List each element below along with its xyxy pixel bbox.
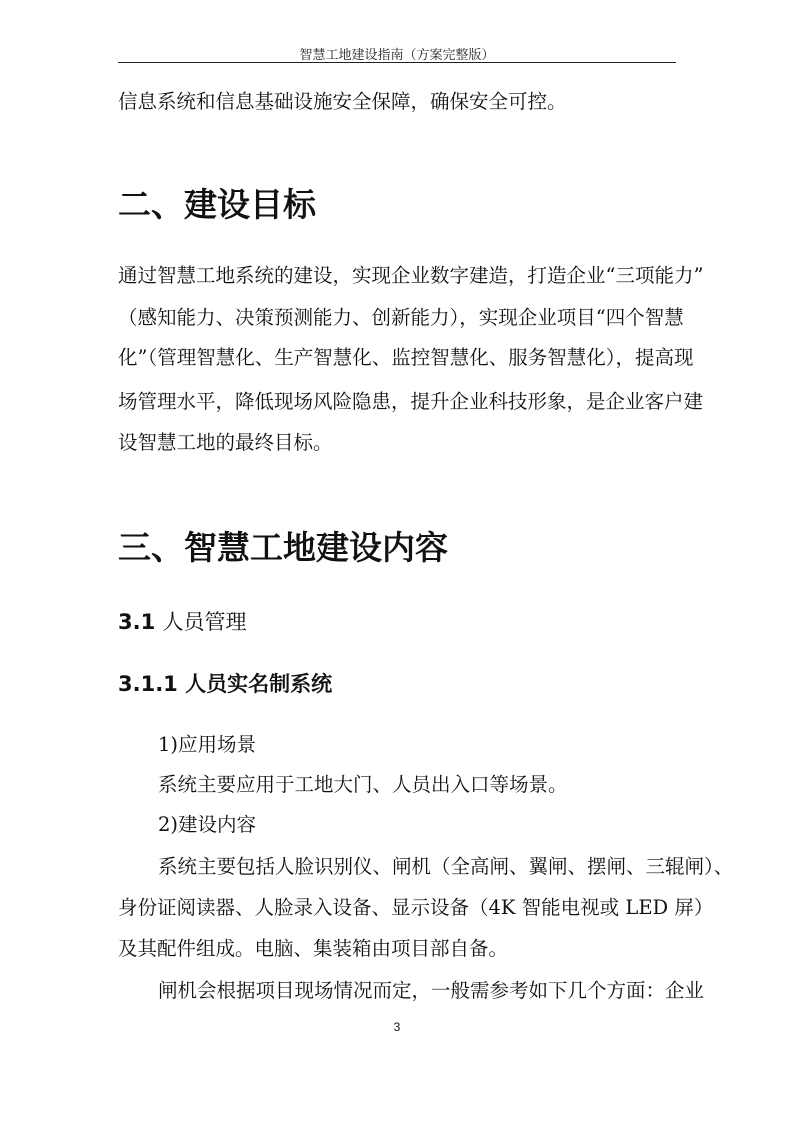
paragraph-line: 闸机会根据项目现场情况而定，一般需参考如下几个方面：企业	[158, 979, 705, 1002]
header-divider	[118, 62, 676, 63]
paragraph-line: 身份证阅读器、人脸录入设备、显示设备（4K 智能电视或 LED 屏）	[118, 896, 714, 919]
paragraph-line: 系统主要包括人脸识别仪、闸机（全高闸、翼闸、摆闸、三辊闸）、	[158, 855, 734, 878]
paragraph-line: 及其配件组成。电脑、集装箱由项目部自备。	[118, 937, 509, 960]
section-heading-goals: 二、建设目标	[118, 185, 316, 224]
subsection-title: 人员管理	[162, 610, 247, 634]
paragraph-line: 设智慧工地的最终目标。	[118, 431, 333, 454]
page-number: 3	[393, 1020, 401, 1034]
item-text: 系统主要应用于工地大门、人员出入口等场景。	[158, 773, 568, 796]
paragraph-line: 通过智慧工地系统的建设，实现企业数字建造，打造企业“三项能力”	[118, 264, 704, 287]
item-label: 2)建设内容	[158, 813, 257, 836]
paragraph-line: 化”（管理智慧化、生产智慧化、监控智慧化、服务智慧化），提高现	[118, 346, 694, 369]
subsection-title: 人员实名制系统	[185, 672, 333, 696]
paragraph-line: 场管理水平，降低现场风险隐患，提升企业科技形象，是企业客户建	[118, 390, 704, 413]
subsection-number: 3.1.1	[118, 672, 178, 696]
subsection-heading-3-1	[118, 608, 247, 636]
intro-line: 信息系统和信息基础设施安全保障，确保安全可控。	[118, 90, 567, 113]
item-label: 1)应用场景	[158, 733, 257, 756]
running-header: 智慧工地建设指南（方案完整版）	[299, 48, 495, 63]
section-heading-content: 三、智慧工地建设内容	[118, 528, 448, 567]
paragraph-line: （感知能力、决策预测能力、创新能力），实现企业项目“四个智慧	[118, 306, 684, 329]
subsection-heading-3-1-1	[118, 670, 332, 698]
subsection-number: 3.1	[118, 610, 156, 634]
